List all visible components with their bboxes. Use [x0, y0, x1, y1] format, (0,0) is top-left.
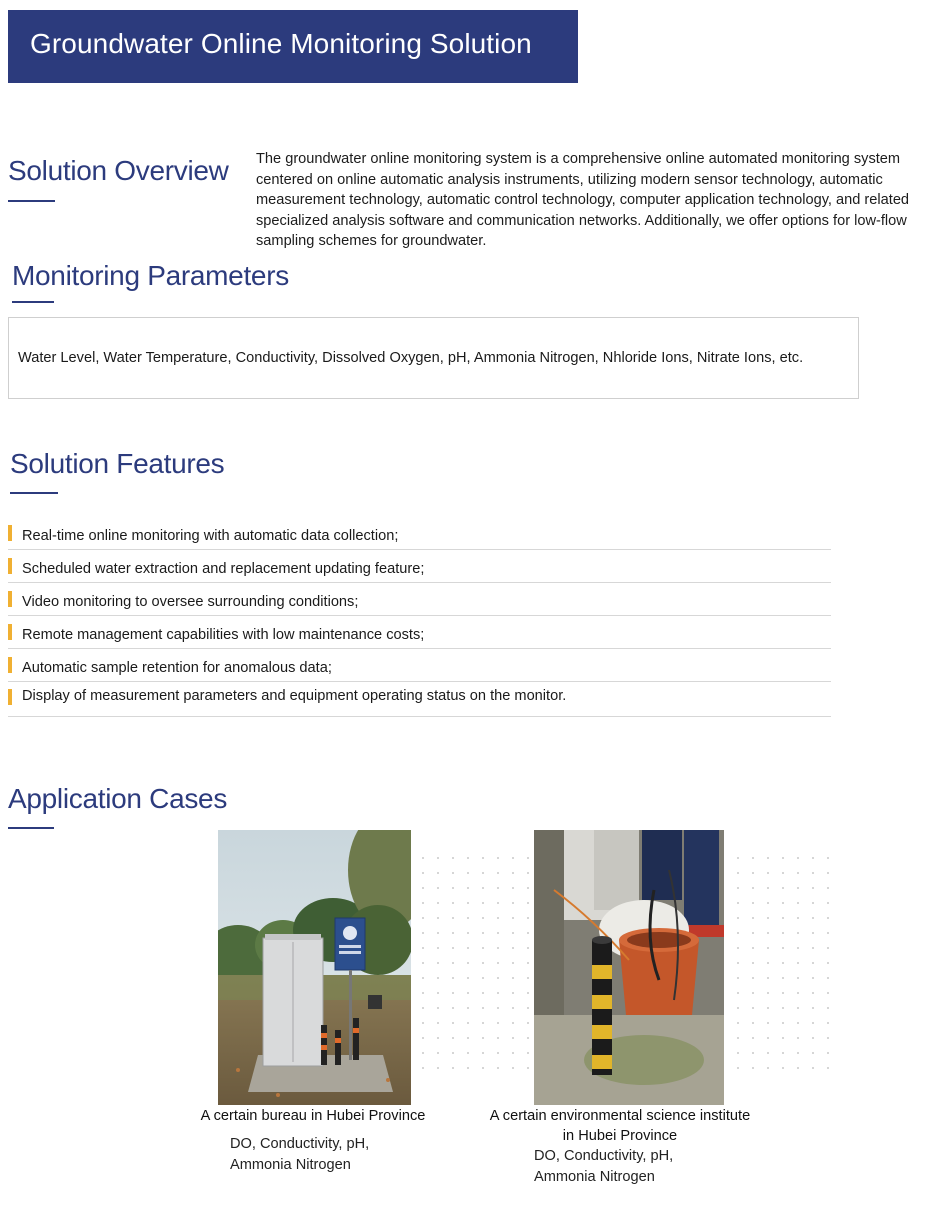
parameters-text: Water Level, Water Temperature, Conductivity, Dissolved Oxygen, pH, Ammonia Nitrogen, Nhloride Ions, Nitrate Ions, etc. [18, 350, 804, 366]
cases-underline [8, 827, 54, 829]
overview-underline [8, 200, 55, 202]
case-2-params-line1: DO, Conductivity, pH, [534, 1148, 674, 1164]
case-photo-cabinet [218, 830, 411, 1105]
overview-text: The groundwater online monitoring system is a comprehensive online automated monitoring system centered on online automatic analysis instruments, utilizing modern sensor technology, automatic measurement technology, automatic control technology, computer application technology, and related specialized analysis software and communication networks. Additionally, we offer options for low-flow sampling schemes for groundwater. [256, 151, 910, 250]
feature-divider [8, 549, 831, 550]
case-1-title: A certain bureau in Hubei Province [200, 1108, 426, 1124]
case-1-params-line1: DO, Conductivity, pH, [230, 1136, 370, 1152]
feature-divider [8, 716, 831, 717]
feature-item: Video monitoring to oversee surrounding conditions; [22, 594, 359, 610]
features-heading: Solution Features [10, 448, 225, 479]
feature-divider [8, 615, 831, 616]
case-1-params-line2: Ammonia Nitrogen [230, 1157, 351, 1173]
feature-marker [8, 657, 12, 673]
features-underline [10, 492, 58, 494]
case-2-title-line1: A certain environmental science institute [489, 1108, 751, 1124]
case-2-params-line2: Ammonia Nitrogen [534, 1169, 655, 1185]
cases-heading: Application Cases [8, 783, 228, 814]
case-2-title-line2: in Hubei Province [562, 1128, 678, 1144]
feature-item: Automatic sample retention for anomalous data; [22, 660, 332, 676]
feature-divider [8, 648, 831, 649]
feature-marker [8, 525, 12, 541]
case-photo-wellhead [534, 830, 724, 1105]
feature-marker [8, 558, 12, 574]
overview-heading: Solution Overview [8, 155, 229, 186]
feature-item: Scheduled water extraction and replacement updating feature; [22, 561, 425, 577]
feature-item: Real-time online monitoring with automatic data collection; [22, 528, 399, 544]
parameters-underline [12, 301, 54, 303]
feature-marker [8, 591, 12, 607]
parameters-heading: Monitoring Parameters [12, 260, 289, 291]
feature-divider [8, 681, 831, 682]
feature-marker [8, 624, 12, 640]
feature-item: Remote management capabilities with low maintenance costs; [22, 627, 425, 643]
feature-divider [8, 582, 831, 583]
feature-marker [8, 689, 12, 705]
feature-item: Display of measurement parameters and equipment operating status on the monitor. [22, 688, 567, 704]
page-title: Groundwater Online Monitoring Solution [30, 28, 532, 59]
